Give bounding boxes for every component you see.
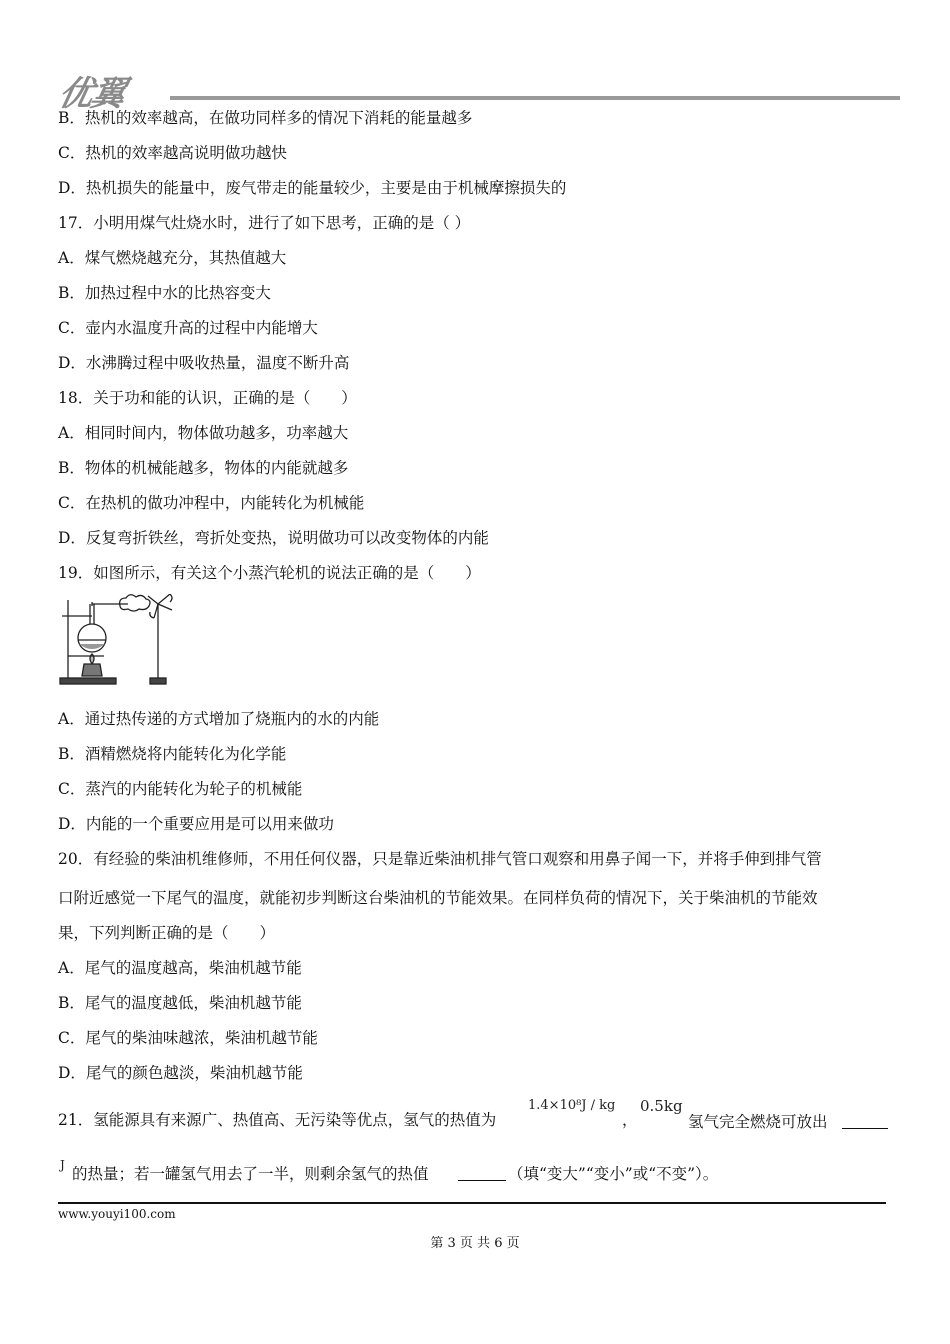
option-17c: C．壶内水温度升高的过程中内能增大 bbox=[58, 319, 318, 337]
page-number: 第 3 页 共 6 页 bbox=[430, 1236, 520, 1251]
option-19b: B．酒精燃烧将内能转化为化学能 bbox=[58, 745, 287, 763]
option-17d: D．水沸腾过程中吸收热量，温度不断升高 bbox=[58, 354, 350, 372]
option-19a: A．通过热传递的方式增加了烧瓶内的水的内能 bbox=[58, 710, 380, 728]
logo-text: 优翼 bbox=[55, 74, 128, 114]
answer-blank-energy[interactable] bbox=[842, 1128, 888, 1129]
option-17a: A．煤气燃烧越充分，其热值越大 bbox=[58, 249, 287, 267]
question-18: 18．关于功和能的认识，正确的是（ ） bbox=[58, 389, 357, 407]
question-21-prefix: 21．氢能源具有来源广、热值高、无污染等优点，氢气的热值为 bbox=[58, 1111, 497, 1129]
question-19: 19．如图所示，有关这个小蒸汽轮机的说法正确的是（ ） bbox=[58, 564, 481, 582]
option-18b: B．物体的机械能越多，物体的内能就越多 bbox=[58, 459, 349, 477]
option-16c: C．热机的效率越高说明做功越快 bbox=[58, 144, 287, 162]
option-19d: D．内能的一个重要应用是可以用来做功 bbox=[58, 815, 334, 833]
option-20b: B．尾气的温度越低，柴油机越节能 bbox=[58, 994, 302, 1012]
steam-turbine-figure bbox=[58, 594, 176, 688]
option-19c: C．蒸汽的内能转化为轮子的机械能 bbox=[58, 780, 303, 798]
option-20a: A．尾气的温度越高，柴油机越节能 bbox=[58, 959, 302, 977]
option-18d: D．反复弯折铁丝，弯折处变热，说明做功可以改变物体的内能 bbox=[58, 529, 489, 547]
option-16b: B．热机的效率越高，在做功同样多的情况下消耗的能量越多 bbox=[58, 109, 473, 127]
footer-url[interactable]: www.youyi100.com bbox=[58, 1207, 176, 1221]
option-16d: D．热机损失的能量中，废气带走的能量较少，主要是由于机械摩擦损失的 bbox=[58, 179, 567, 197]
answer-blank-heat-value[interactable] bbox=[458, 1180, 506, 1181]
option-20c: C．尾气的柴油味越浓，柴油机越节能 bbox=[58, 1029, 318, 1047]
question-20-line1: 20．有经验的柴油机维修师，不用任何仪器，只是靠近柴油机排气管口观察和用鼻子闻一下，并将手伸到排气管 bbox=[58, 850, 822, 868]
option-20d: D．尾气的颜色越淡，柴油机越节能 bbox=[58, 1064, 303, 1082]
option-17b: B．加热过程中水的比热容变大 bbox=[58, 284, 271, 302]
question-21-line2-suffix: （填“变大”“变小”或“不变”）。 bbox=[508, 1165, 719, 1183]
footer-rule bbox=[58, 1202, 886, 1204]
question-21-suffix: 氢气完全燃烧可放出 bbox=[688, 1113, 828, 1131]
option-18c: C．在热机的做功冲程中，内能转化为机械能 bbox=[58, 494, 365, 512]
header-logo bbox=[55, 66, 900, 114]
mass-formula: 0.5kg bbox=[640, 1097, 683, 1115]
question-21-line2: 的热量；若一罐氢气用去了一半，则剩余氢气的热值 bbox=[72, 1165, 429, 1183]
question-21-comma: ， bbox=[622, 1111, 638, 1129]
question-20-line2: 口附近感觉一下尾气的温度，就能初步判断这台柴油机的节能效果。在同样负荷的情况下，关于柴油机的节能效 bbox=[58, 889, 818, 907]
question-17: 17．小明用煤气灶烧水时，进行了如下思考，正确的是（ ） bbox=[58, 214, 471, 232]
unit-joule: J bbox=[60, 1158, 65, 1172]
heat-value-formula: 1.4×10⁸J / kg bbox=[528, 1098, 616, 1113]
header-rule bbox=[170, 96, 900, 100]
option-18a: A．相同时间内，物体做功越多，功率越大 bbox=[58, 424, 349, 442]
question-20-line3: 果，下列判断正确的是（ ） bbox=[58, 924, 276, 942]
